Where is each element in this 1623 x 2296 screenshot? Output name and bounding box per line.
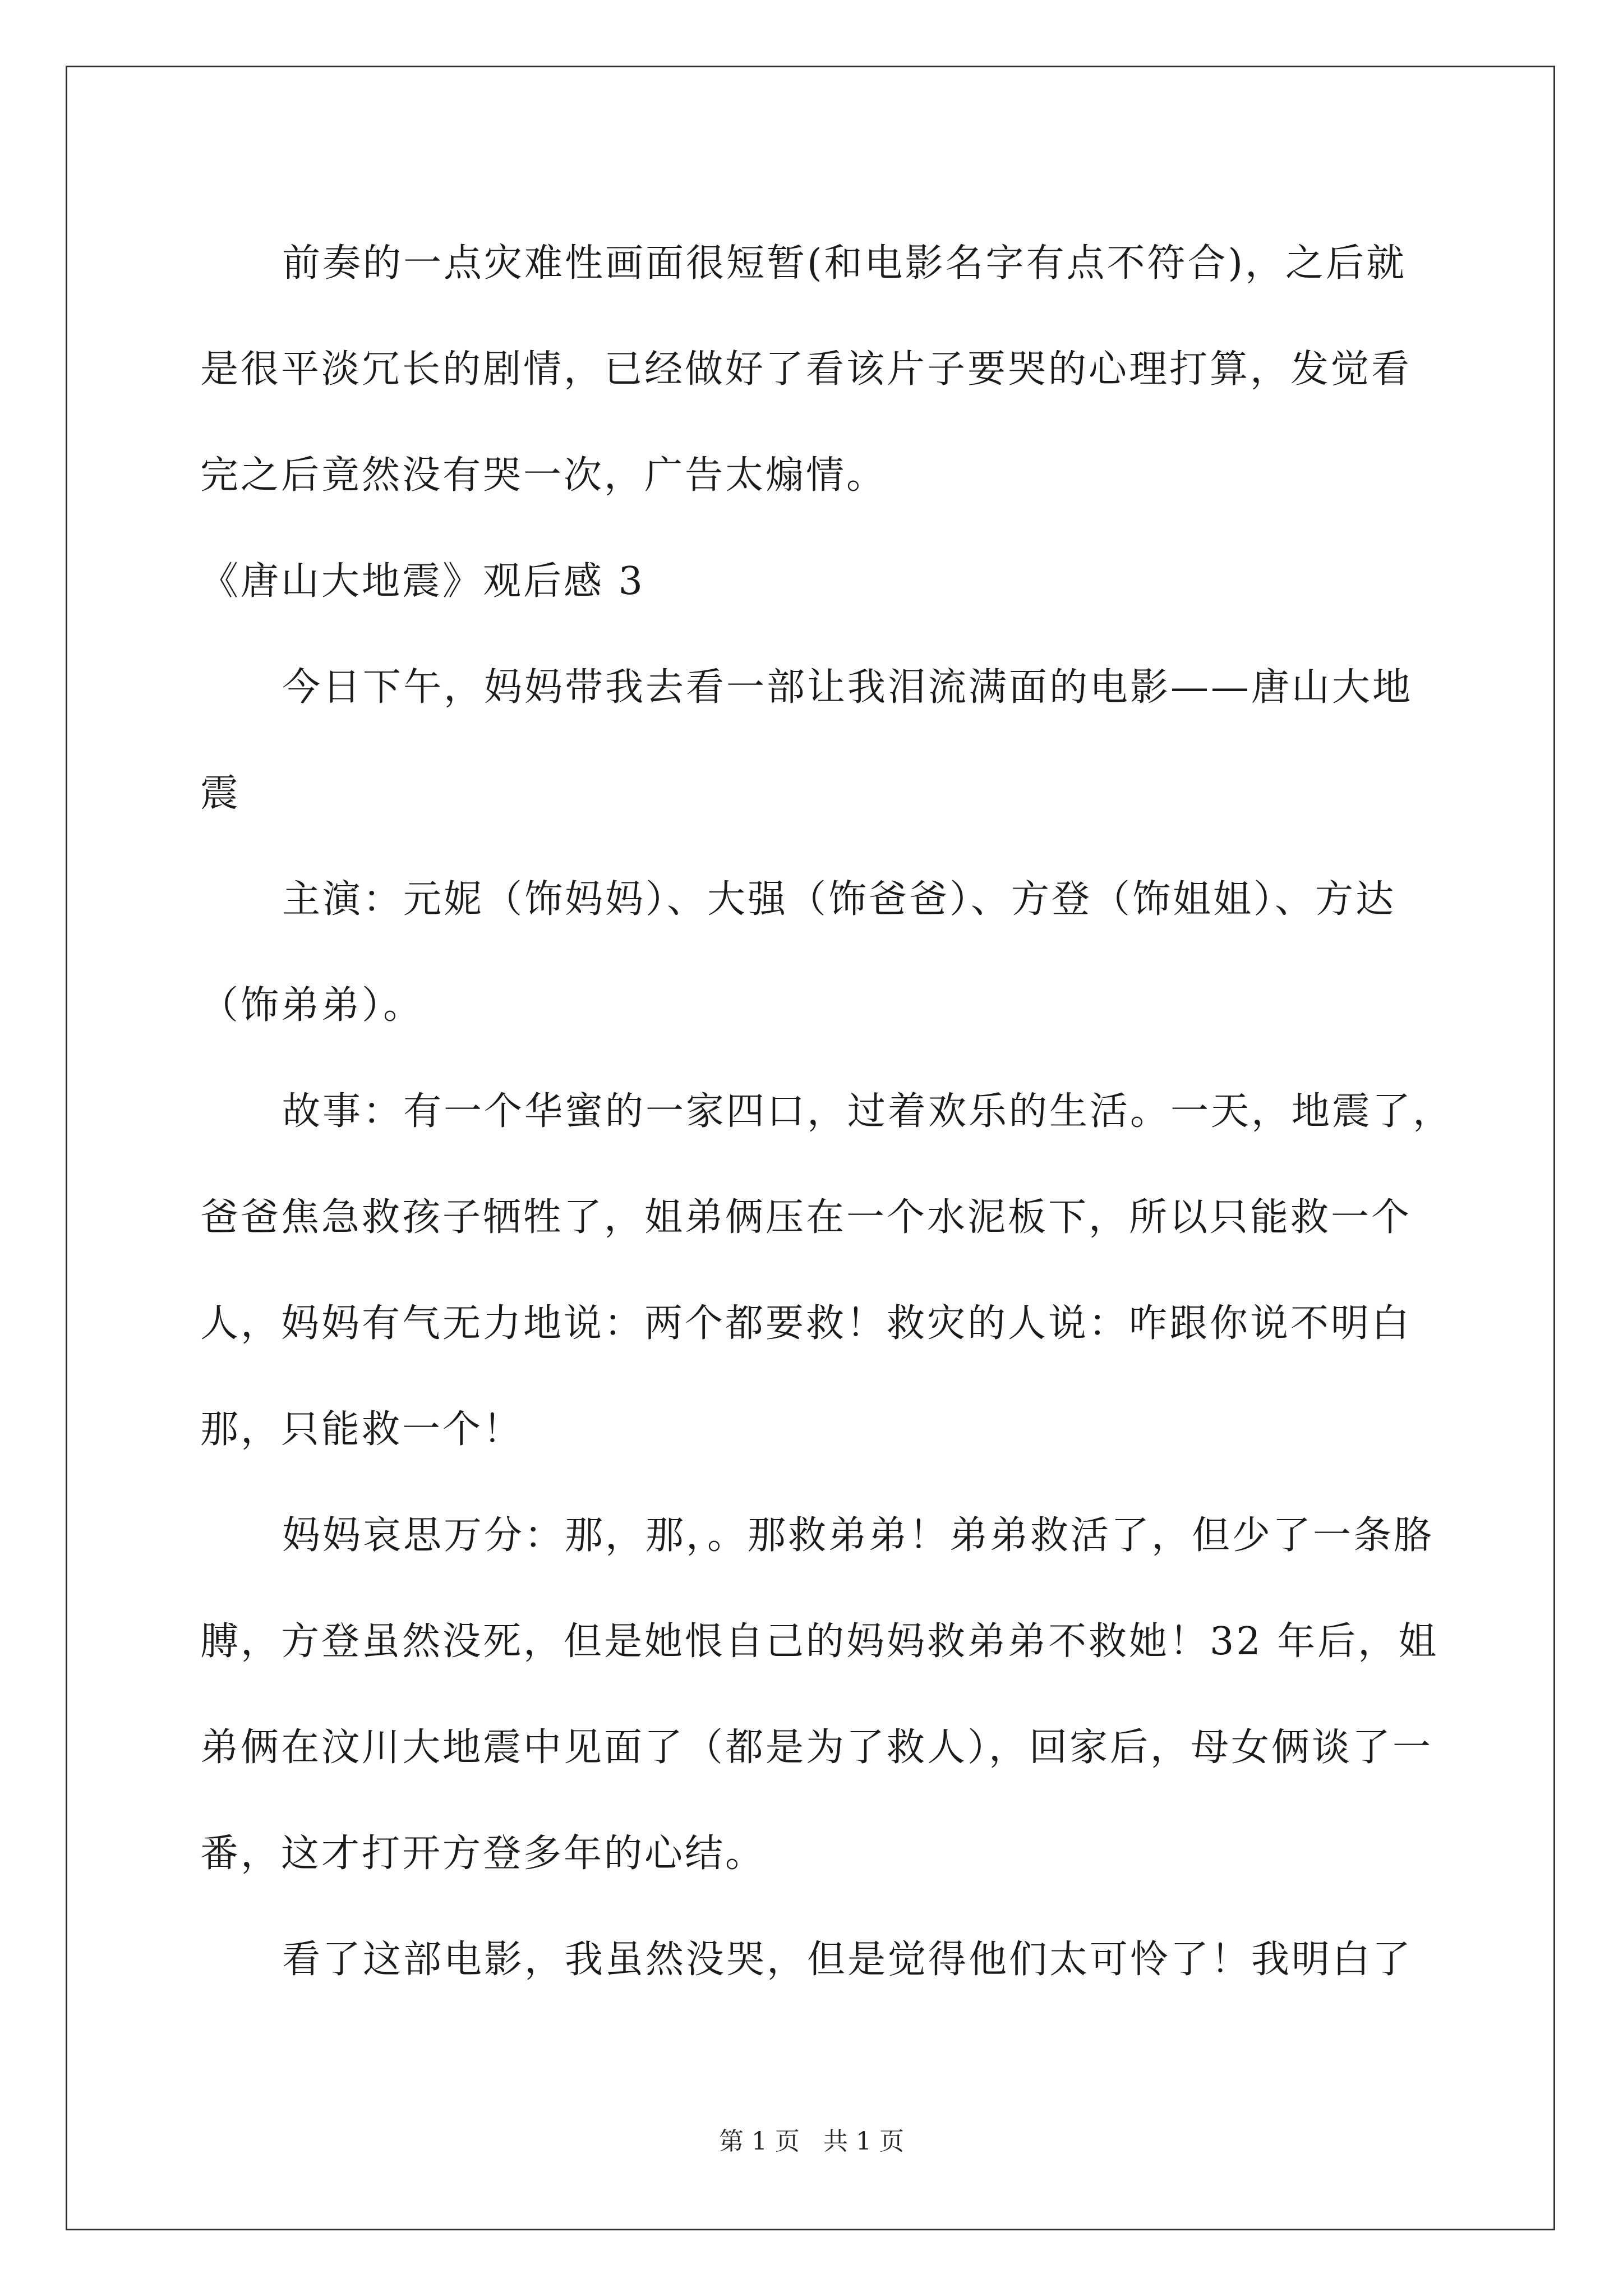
text-line: 故事：有一个华蜜的一家四口，过着欢乐的生活。一天，地震了，	[282, 1089, 1454, 1134]
text-line: 膊，方登虽然没死，但是她恨自己的妈妈救弟弟不救她！32 年后，姐	[200, 1619, 1439, 1664]
text-line: 弟俩在汶川大地震中见面了（都是为了救人），回家后，母女俩谈了一	[200, 1726, 1433, 1770]
page-number: 第 1 页	[719, 2127, 800, 2156]
document-body	[200, 210, 1454, 2013]
text-line: 人，妈妈有气无力地说：两个都要救！救灾的人说：咋跟你说不明白	[200, 1301, 1412, 1346]
page-total: 共 1 页	[823, 2127, 904, 2156]
text-line: 看了这部电影，我虽然没哭，但是觉得他们太可怜了！我明白了	[282, 1938, 1413, 1982]
text-line: 前奏的一点灾难性画面很短暂(和电影名字有点不符合)，之后就	[282, 241, 1407, 286]
section-heading: 《唐山大地震》观后感 3	[200, 559, 645, 604]
text-line: 番，这才打开方登多年的心结。	[200, 1832, 766, 1876]
text-line: 是很平淡冗长的剧情，已经做好了看该片子要哭的心理打算，发觉看	[200, 347, 1412, 392]
text-line: （饰弟弟）。	[200, 983, 424, 1028]
text-line: 震	[200, 771, 241, 816]
text-line: 今日下午，妈妈带我去看一部让我泪流满面的电影——唐山大地	[282, 665, 1413, 710]
text-line: 妈妈哀思万分：那，那，。那救弟弟！弟弟救活了，但少了一条胳	[282, 1513, 1435, 1558]
page-footer	[0, 2125, 1623, 2159]
text-line: 那，只能救一个！	[200, 1407, 524, 1452]
text-line: 完之后竟然没有哭一次，广告太煽情。	[200, 453, 887, 498]
text-line: 爸爸焦急救孩子牺牲了，姐弟俩压在一个水泥板下，所以只能救一个	[200, 1195, 1412, 1240]
text-line: 主演：元妮（饰妈妈）、大强（饰爸爸）、方登（饰姐姐）、方达	[282, 877, 1396, 922]
